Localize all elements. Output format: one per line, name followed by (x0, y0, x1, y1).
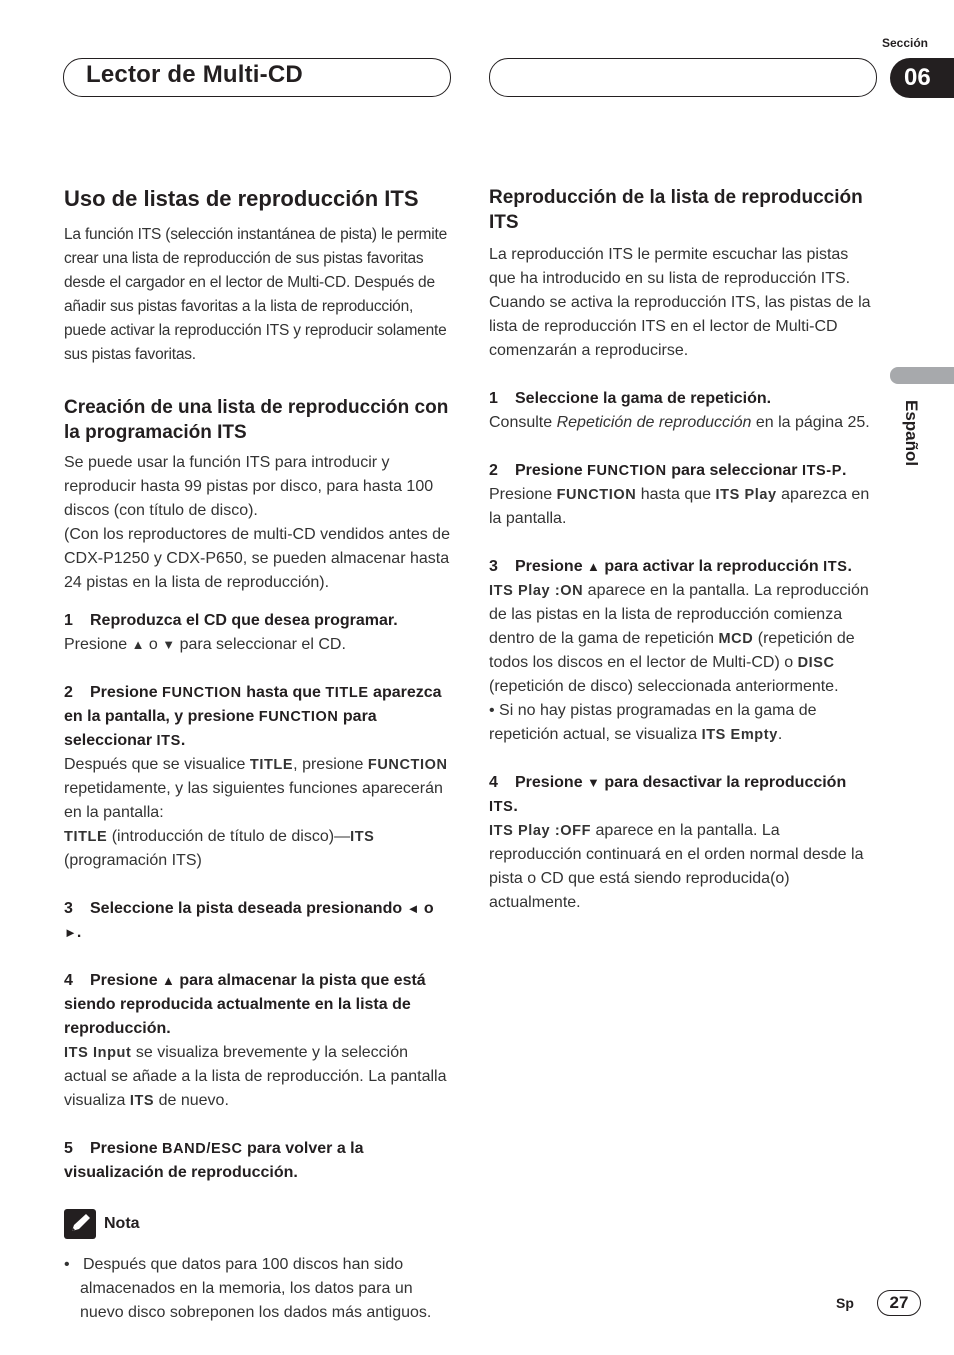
step-4 (64, 969, 450, 1113)
step-heading: 4 Presione ▲ para almacenar la pista que está siendo reproducida actualmente en la lista de reproducción. (64, 972, 426, 1037)
step-3 (64, 897, 450, 945)
page-number: 27 (877, 1290, 921, 1316)
step-heading: 5 Presione BAND/ESC para volver a la visualización de reproducción. (64, 1140, 364, 1181)
subheading-create-list: Creación de una lista de reproducción con la programación ITS (64, 397, 449, 443)
step-3 (489, 555, 875, 747)
right-arrow-icon: ► (64, 925, 77, 940)
footer-language-code: Sp (836, 1295, 854, 1311)
down-arrow-icon: ▼ (162, 637, 176, 652)
step-heading: 1 Seleccione la gama de repetición. (489, 390, 772, 407)
section-heading-its-playback: Reproducción de la lista de reproducción ITS (489, 187, 863, 233)
page-title: Lector de Multi-CD (86, 61, 303, 88)
step-heading: 3 Seleccione la pista deseada presionando ◄ o ►. (64, 900, 434, 941)
language-label: Español (902, 400, 921, 467)
section-number-tab: 06 (890, 58, 954, 98)
up-arrow-icon: ▲ (131, 637, 145, 652)
left-column (64, 185, 450, 1325)
intro-paragraph: La función ITS (selección instantánea de pista) le permite crear una lista de reproducción de sus pistas favoritas desde el cargador en el lector de Multi-CD. Después de añadir sus pistas favoritas a la lista de reproducción, puede activar la reproducción ITS y reproducir solamente sus pistas favoritas. (64, 226, 448, 363)
step-body: ITS Input se visualiza brevemente y la selección actual se añade a la lista de reproducción. La pantalla visualiza ITS de nuevo. (64, 1044, 447, 1109)
sub-intro-2: (Con los reproductores de multi-CD vendidos antes de CDX-P1250 y CDX-P650, se pueden almacenar hasta 24 pistas en la lista de reproducción). (64, 526, 450, 591)
section-label: Sección (881, 36, 928, 50)
step-5 (64, 1137, 450, 1185)
right-column (489, 185, 875, 915)
step-2 (64, 681, 450, 873)
header-blank-frame (489, 58, 877, 97)
step-body: ITS Play :OFF aparece en la pantalla. La reproducción continuará en el orden normal desde la pista o CD que está siendo reproducida(o) actualmente. (489, 822, 864, 911)
section-heading-its-lists: Uso de listas de reproducción ITS (64, 186, 419, 211)
note-bullet: • Después que datos para 100 discos han sido almacenados en la memoria, los datos para un nuevo disco sobreponen los dados más antiguos. (64, 1256, 432, 1321)
step-heading: 2 Presione FUNCTION hasta que TITLE aparezca en la pantalla, y presione FUNCTION para seleccionar ITS. (64, 684, 442, 749)
step-body: Después que se visualice TITLE, presione FUNCTION repetidamente, y las siguientes funciones aparecerán en la pantalla: TITLE (introducción de título de disco)—ITS (programación ITS) (64, 756, 448, 869)
up-arrow-icon: ▲ (162, 973, 175, 988)
step-body: Consulte Repetición de reproducción en la página 25. (489, 414, 870, 431)
language-tab-bar (890, 367, 954, 384)
note-box (64, 1209, 450, 1325)
step-2 (489, 459, 875, 531)
step-4 (489, 771, 875, 915)
step-heading: 2 Presione FUNCTION para seleccionar ITS-P. (489, 462, 847, 479)
step-body: Presione FUNCTION hasta que ITS Play aparezca en la pantalla. (489, 486, 870, 527)
step-body: Presione ▲ o ▼ para seleccionar el CD. (64, 636, 346, 653)
step-1 (64, 609, 450, 657)
step-body: ITS Play :ON aparece en la pantalla. La reproducción de las pistas en la lista de reproducción comienza dentro de la gama de repetición MCD (repetición de todos los discos en el lector de Multi-CD) o DISC (repetición de disco) seleccionada anteriormente. (489, 582, 869, 695)
step-1 (489, 387, 875, 435)
left-arrow-icon: ◄ (406, 901, 420, 916)
up-arrow-icon: ▲ (587, 559, 600, 574)
step-heading: 4 Presione ▼ para desactivar la reproducción ITS. (489, 774, 847, 815)
sub-intro-1: Se puede usar la función ITS para introducir y reproducir hasta 99 pistas por disco, para hasta 100 discos (con título de disco). (64, 454, 434, 519)
down-arrow-icon: ▼ (587, 775, 600, 790)
step-bullet: • Si no hay pistas programadas en la gama de repetición actual, se visualiza ITS Empty. (489, 702, 817, 743)
step-heading: 3 Presione ▲ para activar la reproducción ITS. (489, 558, 852, 575)
note-title: Nota (104, 1215, 140, 1232)
note-pencil-icon (64, 1209, 96, 1239)
intro-paragraph: La reproducción ITS le permite escuchar las pistas que ha introducido en su lista de reproducción ITS. Cuando se activa la reproducción ITS, las pistas de la lista de reproducción ITS en el lector de Multi-CD comenzarán a reproducirse. (489, 246, 871, 359)
step-heading: 1 Reproduzca el CD que desea programar. (64, 612, 398, 629)
